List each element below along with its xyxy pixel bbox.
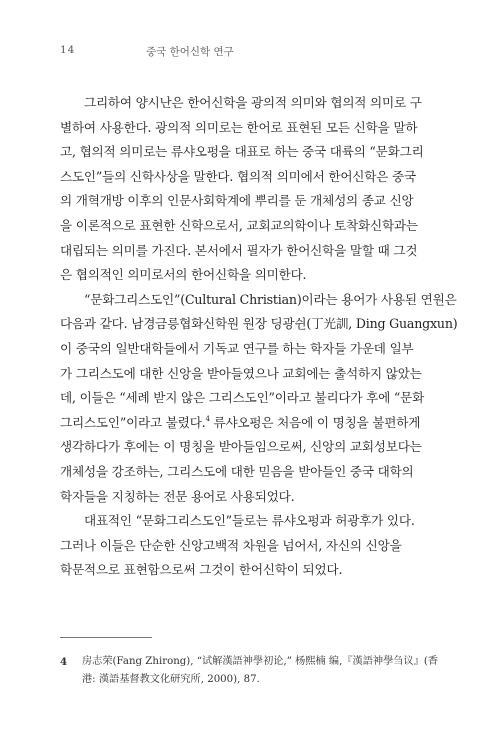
text-line: 별하여 사용한다. 광의적 의미로는 한어로 표현된 모든 신학을 말하 (60, 119, 418, 135)
footnote-divider (60, 637, 152, 638)
text-line: 의 개혁개방 이후의 인문사회학계에 뿌리를 둔 개체성의 종교 신앙 (60, 193, 414, 209)
text-line: 가 그리스도에 대한 신앙을 받아들였으나 교회에는 출석하지 않았는 (60, 365, 422, 381)
text-segment: 류샤오펑은 처음에 이 명칭을 불편하게 (209, 414, 421, 430)
text-line: 개체성을 강조하는, 그리스도에 대한 믿음을 받아들인 중국 대학의 (60, 463, 414, 479)
footnote-ref[interactable]: 4 (205, 414, 210, 423)
text-line: 생각하다가 후에는 이 명칭을 받아들임으로써, 신앙의 교회성보다는 (60, 439, 422, 455)
body-text (60, 91, 465, 583)
text-segment: 그리스도인”이라고 불렸다. (60, 414, 206, 430)
paragraph-2 (60, 288, 465, 509)
footnote-line: 港: 漢語基督教文化研究所, 2000), 87. (82, 674, 260, 685)
text-line: 그러나 이들은 단순한 신앙고백적 차원을 넘어서, 자신의 신앙을 (60, 537, 402, 553)
text-line: “문화그리스도인”(Cultural Christian)이라는 용어가 사용된 연원은 (84, 291, 457, 307)
text-line: 은 협의적인 의미로서의 한어신학을 의미한다. (60, 267, 307, 283)
text-line: 스도인”들의 신학사상을 말한다. 협의적 의미에서 한어신학은 중국 (60, 168, 416, 184)
text-line: 학문적으로 표현함으로써 그것이 한어신학이 되었다. (60, 562, 343, 578)
text-line: 학자들을 지칭하는 전문 용어로 사용되었다. (60, 488, 295, 504)
text-line: 그리하여 양시난은 한어신학을 광의적 의미와 협의적 의미로 구 (84, 95, 422, 110)
text-line: 이 중국의 일반대학들에서 기독교 연구를 하는 학자들 가운데 일부 (60, 340, 414, 356)
footnote-number: 4 (60, 656, 68, 668)
text-line: 을 이론적으로 표현한 신학으로서, 교회교의학이나 토착화신학과는 (60, 217, 418, 233)
page-number: 14 (60, 44, 76, 56)
paragraph-3 (60, 509, 465, 583)
text-line-with-footnote (60, 411, 465, 436)
footnote-text (82, 653, 465, 689)
text-line: 대표적인 “문화그리스도인”들로는 류샤오펑과 허광후가 있다. (84, 513, 415, 529)
text-line: 데, 이들은 “세례 받지 않은 그리스도인”이라고 불리다가 후에 “문화 (60, 390, 425, 406)
footnote-line: 房志荣(Fang Zhirong), “试解漢語神學初论,” 杨熙楠 编,『漢語神學刍议』(香 (82, 656, 439, 667)
text-line: 다음과 같다. 남경금릉협화신학원 원장 딩광쉰(丁光訓, Ding Guangxun) (60, 316, 458, 332)
running-title: 중국 한어신학 연구 (146, 46, 234, 58)
running-header (60, 44, 460, 60)
paragraph-1 (60, 91, 465, 288)
text-line: 고, 협의적 의미로는 류샤오펑을 대표로 하는 중국 대륙의 “문화그리 (60, 144, 424, 160)
text-line: 대립되는 의미를 가진다. 본서에서 필자가 한어신학을 말할 때 그것 (60, 242, 418, 258)
